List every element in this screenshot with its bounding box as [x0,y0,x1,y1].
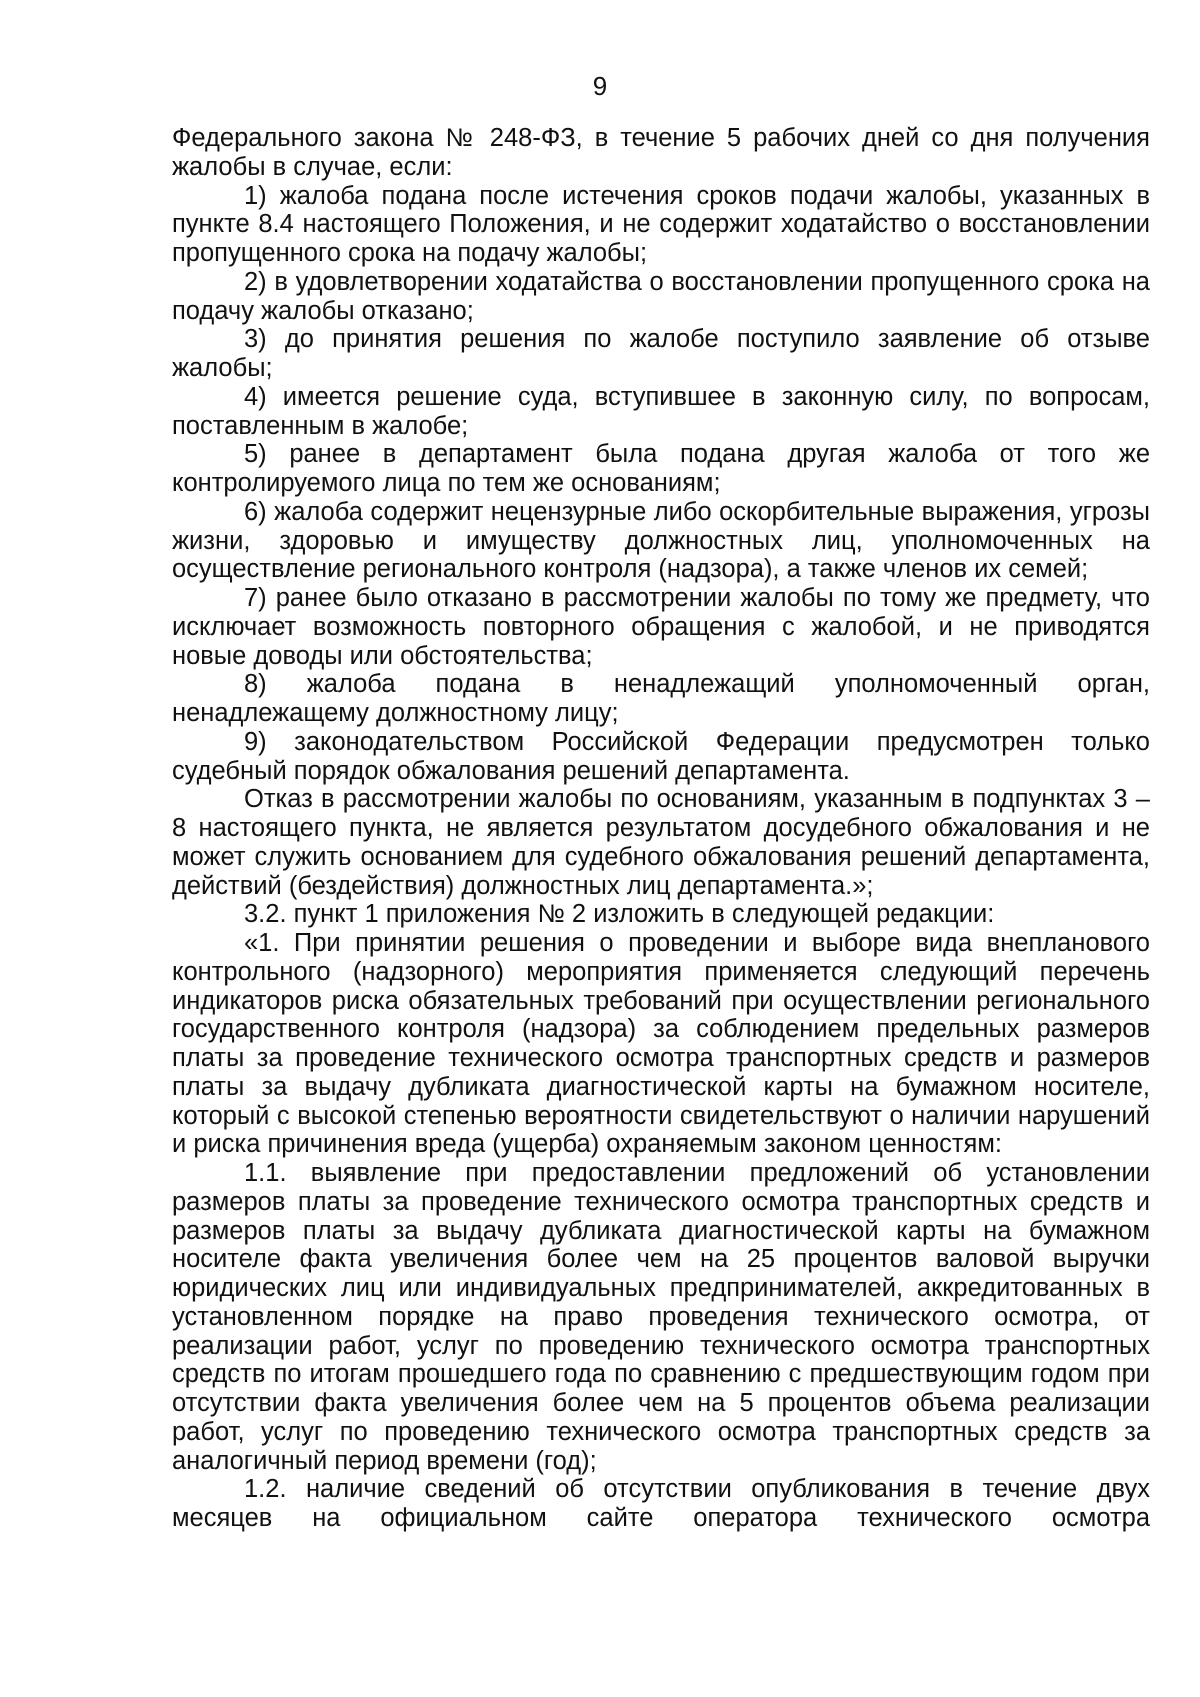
paragraph-risk-indicators: «1. При принятии решения о проведении и выборе вида внепланового контрольного (надзорного) мероприятия применяется следующий перечень индикаторов риска обязательных требований при осуществлении регионального государственного контроля (надзора) за соблюдением предельных размеров платы за проведение технического осмотра транспортных средств и размеров платы за выдачу дубликата диагностической карты на бумажном носителе, который с высокой степенью вероятности свидетельствуют о наличии нарушений и риска причинения вреда (ущерба) охраняемым законом ценностям: [172,929,1150,1159]
paragraph-amendment-3-2: 3.2. пункт 1 приложения № 2 изложить в следующей редакции: [244,900,995,929]
paragraph-refusal: Отказ в рассмотрении жалобы по основаниям, указанным в подпунктах 3 – 8 настоящего пункта, не является результатом досудебного обжалования и не может служить основанием для судебного обжалования решений департамента, действий (бездействия) должностных лиц департамента.»; [172,785,1150,900]
page-number: 9 [592,71,608,101]
paragraph-item-8: 8) жалоба подана в ненадлежащий уполномоченный орган, ненадлежащему должностному лицу; [172,670,1150,727]
paragraph-item-6: 6) жалоба содержит нецензурные либо оскорбительные выражения, угрозы жизни, здоровью и имуществу должностных лиц, уполномоченных на осуществление регионального контроля (надзора), а также членов их семей; [172,497,1150,584]
paragraph-item-9: 9) законодательством Российской Федерации предусмотрен только судебный порядок обжалования решений департамента. [172,727,1150,785]
document-body [172,124,1150,1533]
paragraph-item-2: 2) в удовлетворении ходатайства о восстановлении пропущенного срока на подачу жалобы отказано; [172,267,1150,325]
paragraph-item-3: 3) до принятия решения по жалобе поступило заявление об отзыве жалобы; [172,325,1150,382]
paragraph-item-4: 4) имеется решение суда, вступившее в законную силу, по вопросам, поставленным в жалобе; [172,382,1150,440]
paragraph-item-1: 1) жалоба подана после истечения сроков подачи жалобы, указанных в пункте 8.4 настоящего Положения, и не содержит ходатайство о восстановлении пропущенного срока на подачу жалобы; [172,181,1150,267]
paragraph-item-7: 7) ранее было отказано в рассмотрении жалобы по тому же предмету, что исключает возможность повторного обращения с жалобой, и не приводятся новые доводы или обстоятельства; [172,584,1150,670]
paragraph-indicator-1-2: 1.2. наличие сведений об отсутствии опубликования в течение двух месяцев на официальном сайте оператора технического осмотра [172,1475,1150,1532]
paragraph-item-5: 5) ранее в департамент была подана другая жалоба от того же контролируемого лица по тем же основаниям; [172,440,1150,497]
paragraph-intro: Федерального закона № 248-ФЗ, в течение 5 рабочих дней со дня получения жалобы в случае, если: [172,124,1150,181]
paragraph-indicator-1-1: 1.1. выявление при предоставлении предложений об установлении размеров платы за проведение технического осмотра транспортных средств и размеров платы за выдачу дубликата диагностической карты на бумажном носителе факта увеличения более чем на 25 процентов валовой выручки юридических лиц или индивидуальных предпринимателей, аккредитованных в установленном порядке на право проведения технического осмотра, от реализации работ, услуг по проведению технического осмотра транспортных средств по итогам прошедшего года по сравнению с предшествующим годом при отсутствии факта увеличения более чем на 5 процентов объема реализации работ, услуг по проведению технического осмотра транспортных средств за аналогичный период времени (год); [172,1159,1150,1475]
